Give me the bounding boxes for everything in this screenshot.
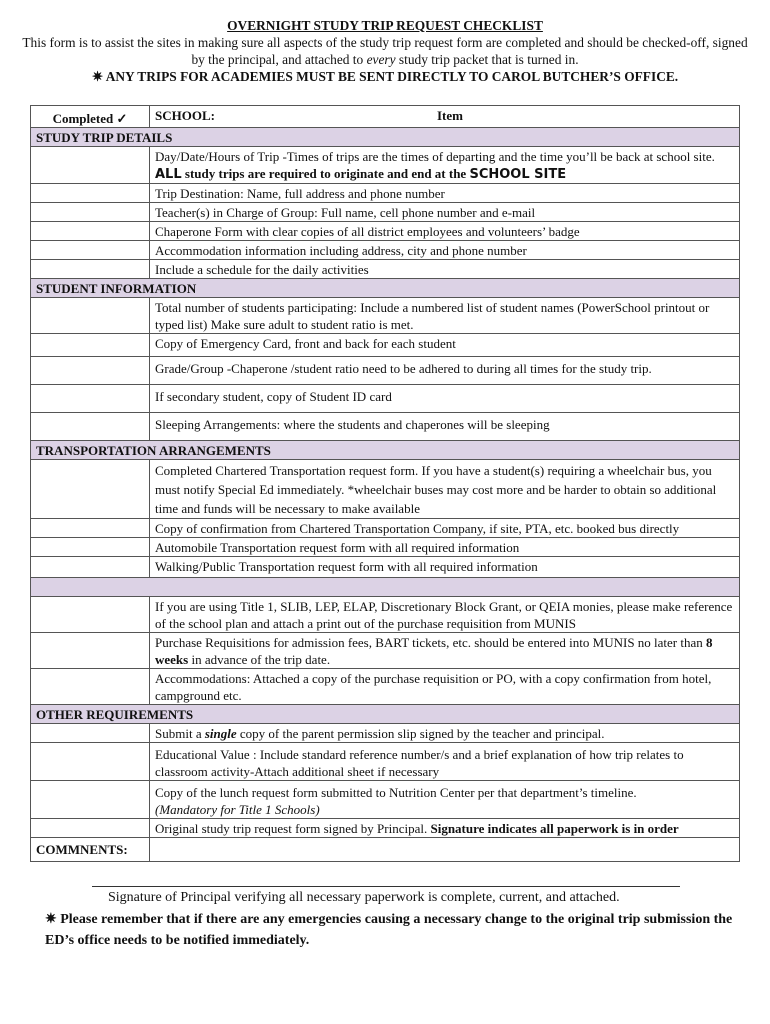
checkbox-cell[interactable] [31, 633, 150, 669]
form-intro: This form is to assist the sites in making sure all aspects of the study trip request form are completed and should be checked-off, signed by the principal, and attached to every study trip packet that is turned in. [22, 35, 748, 67]
checkbox-cell[interactable] [31, 781, 150, 819]
item-purchase-requisitions: Purchase Requisitions for admission fees, BART tickets, etc. should be entered into MUNIS no later than 8 weeks in advance of the trip date. [150, 633, 740, 669]
section-blank [31, 578, 740, 597]
section-study-trip-details: STUDY TRIP DETAILS [31, 128, 740, 147]
checkbox-cell[interactable] [31, 298, 150, 334]
item-permission-slip: Submit a single copy of the parent permission slip signed by the teacher and principal. [150, 724, 740, 743]
item-walking: Walking/Public Transportation request form with all required information [150, 557, 740, 578]
section-student-information: STUDENT INFORMATION [31, 279, 740, 298]
checkbox-cell[interactable] [31, 597, 150, 633]
item-chartered: Completed Chartered Transportation request form. If you have a student(s) requiring a wheelchair bus, you must notify Special Ed immediately. *wheelchair buses may cost more and be harder to obtain so additional time and funds will be necessary to make available [150, 460, 740, 519]
item-day-date: Day/Date/Hours of Trip -Times of trips are the times of departing and the time you’ll be back at school site. ALL study trips are required to originate and end at the SCHOOL SITE [150, 147, 740, 184]
item-accommodations-po: Accommodations: Attached a copy of the purchase requisition or PO, with a copy confirmation from hotel, campground etc. [150, 669, 740, 705]
item-label: Item [436, 108, 463, 123]
section-other-requirements: OTHER REQUIREMENTS [31, 705, 740, 724]
school-label: SCHOOL: [155, 108, 215, 123]
item-lunch: Copy of the lunch request form submitted to Nutrition Center per that department’s timeline. (Mandatory for Title 1 Schools) [150, 781, 740, 819]
signature-caption: Signature of Principal verifying all necessary paperwork is complete, current, and attached. [108, 890, 620, 905]
form-header [20, 17, 750, 85]
checkbox-cell[interactable] [31, 357, 150, 385]
checklist-table [30, 105, 740, 862]
checkbox-cell[interactable] [31, 203, 150, 222]
checkbox-cell[interactable] [31, 819, 150, 838]
item-teachers: Teacher(s) in Charge of Group: Full name, cell phone number and e-mail [150, 203, 740, 222]
checkbox-cell[interactable] [31, 147, 150, 184]
table-header-row [31, 106, 740, 128]
school-header [150, 106, 740, 128]
section-transportation: TRANSPORTATION ARRANGEMENTS [31, 441, 740, 460]
checkbox-cell[interactable] [31, 260, 150, 279]
checkbox-cell[interactable] [31, 669, 150, 705]
item-emergency-card: Copy of Emergency Card, front and back for each student [150, 334, 740, 357]
item-confirmation: Copy of confirmation from Chartered Transportation Company, if site, PTA, etc. booked bus directly [150, 519, 740, 538]
item-ratio: Grade/Group -Chaperone /student ratio need to be adhered to during all times for the study trip. [150, 357, 740, 385]
checkbox-cell[interactable] [31, 413, 150, 441]
item-original-form: Original study trip request form signed by Principal. Signature indicates all paperwork is in order [150, 819, 740, 838]
completed-header: Completed ✓ [31, 106, 150, 128]
item-accommodation: Accommodation information including address, city and phone number [150, 241, 740, 260]
item-student-id: If secondary student, copy of Student ID card [150, 385, 740, 413]
item-automobile: Automobile Transportation request form with all required information [150, 538, 740, 557]
item-sleeping: Sleeping Arrangements: where the students and chaperones will be sleeping [150, 413, 740, 441]
checkbox-cell[interactable] [31, 385, 150, 413]
item-educational-value: Educational Value : Include standard reference number/s and a brief explanation of how trip relates to classroom activity-Attach additional sheet if necessary [150, 743, 740, 781]
item-chaperone: Chaperone Form with clear copies of all district employees and volunteers’ badge [150, 222, 740, 241]
emergency-reminder: ✷ Please remember that if there are any emergencies causing a necessary change to the original trip submission the ED’s office needs to be notified immediately. [45, 912, 733, 948]
checkbox-cell[interactable] [31, 519, 150, 538]
item-title1: If you are using Title 1, SLIB, LEP, ELAP, Discretionary Block Grant, or QEIA monies, please make reference of the school plan and attach a print out of the purchase requisition from MUNIS [150, 597, 740, 633]
checkbox-cell[interactable] [31, 724, 150, 743]
checkbox-cell[interactable] [31, 334, 150, 357]
comments-field[interactable] [150, 838, 740, 862]
checkbox-cell[interactable] [31, 222, 150, 241]
form-title: OVERNIGHT STUDY TRIP REQUEST CHECKLIST [227, 18, 543, 33]
checkbox-cell[interactable] [31, 538, 150, 557]
item-total-students: Total number of students participating: Include a numbered list of student names (PowerSchool printout or typed list) Make sure adult to student ratio is met. [150, 298, 740, 334]
item-destination: Trip Destination: Name, full address and phone number [150, 184, 740, 203]
academies-warning: ✷ ANY TRIPS FOR ACADEMIES MUST BE SENT DIRECTLY TO CAROL BUTCHER’S OFFICE. [91, 69, 679, 84]
checkbox-cell[interactable] [31, 184, 150, 203]
checkbox-cell[interactable] [31, 241, 150, 260]
signature-line[interactable] [92, 886, 680, 887]
checkbox-cell[interactable] [31, 460, 150, 519]
checkbox-cell[interactable] [31, 743, 150, 781]
item-schedule: Include a schedule for the daily activities [150, 260, 740, 279]
comments-label: COMMNENTS: [31, 838, 150, 862]
checkbox-cell[interactable] [31, 557, 150, 578]
